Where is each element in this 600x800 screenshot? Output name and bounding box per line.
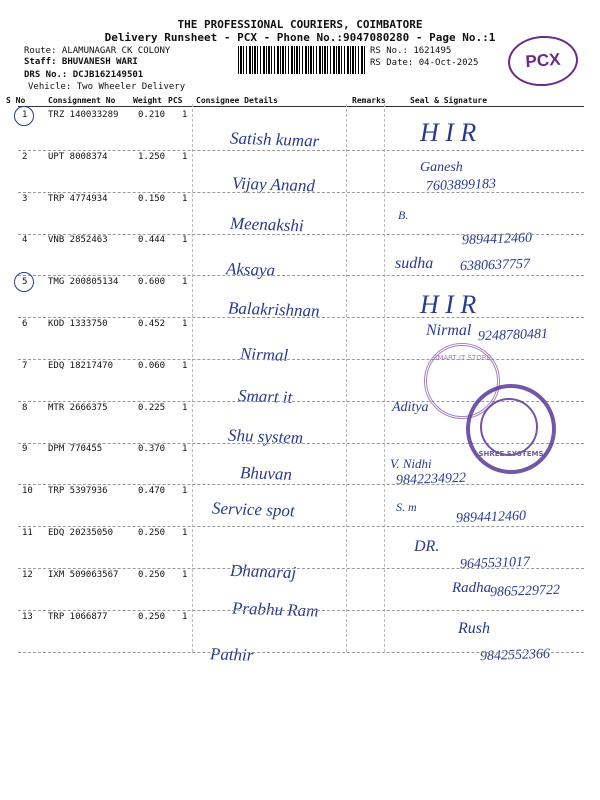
signature-handwriting: Rush (458, 620, 490, 637)
row-sno: 9 (22, 444, 28, 454)
header-divider (18, 106, 584, 107)
consignee-handwriting: Service spot (211, 498, 295, 521)
row-weight: 0.210 (138, 110, 166, 120)
row-consignment-no: TRP 1066877 (48, 612, 108, 622)
row-weight: 0.444 (138, 235, 166, 245)
row-weight: 0.452 (138, 319, 166, 329)
phone-handwriting: 9842552366 (479, 646, 551, 665)
consignee-handwriting: Shu system (227, 425, 304, 448)
col-remarks: Remarks (352, 96, 386, 105)
consignee-handwriting: Smart it (237, 386, 293, 407)
row-pcs: 1 (182, 444, 188, 454)
row-divider (18, 150, 584, 151)
phone-handwriting: 9842234922 (395, 470, 467, 489)
row-pcs: 1 (182, 528, 188, 538)
row-consignment-no: TMG 200805134 (48, 277, 119, 287)
row-sno: 13 (22, 612, 33, 622)
row-divider (18, 526, 584, 527)
row-weight: 0.250 (138, 570, 166, 580)
phone-handwriting: 9894412460 (455, 508, 527, 527)
row-consignment-no: DPM 770455 (48, 444, 103, 454)
col-pcs: PCS (168, 96, 183, 105)
phone-handwriting: 7603899183 (425, 176, 497, 195)
consignee-handwriting: Pathir (209, 644, 254, 665)
row-sno: 2 (22, 152, 28, 162)
row-sno: 11 (22, 528, 33, 538)
col-consignment: Consignment No (48, 96, 116, 105)
column-divider (384, 104, 385, 652)
row-consignment-no: TRP 4774934 (48, 194, 108, 204)
row-weight: 0.250 (138, 528, 166, 538)
consignee-handwriting: Aksaya (225, 259, 276, 280)
row-pcs: 1 (182, 403, 188, 413)
signature-handwriting: Nirmal (426, 322, 472, 339)
phone-handwriting: 9894412460 (461, 230, 533, 249)
consignee-handwriting: Balakrishnan (227, 298, 320, 321)
row-pcs: 1 (182, 319, 188, 329)
rs-number: RS No.: 1621495 (370, 46, 452, 56)
row-weight: 0.250 (138, 612, 166, 622)
consignee-handwriting: Nirmal (239, 344, 289, 365)
signature-handwriting: H I R (420, 290, 477, 319)
svg-text:SMART IT STORE: SMART IT STORE (432, 354, 492, 362)
row-consignment-no: EDQ 20235050 (48, 528, 114, 538)
company-title: THE PROFESSIONAL COURIERS, COIMBATORE (177, 18, 423, 31)
row-consignment-no: TRZ 140033289 (48, 110, 119, 120)
consignee-handwriting: Dhanaraj (229, 560, 297, 583)
row-divider (18, 317, 584, 318)
row-pcs: 1 (182, 361, 188, 371)
row-sno: 8 (22, 403, 28, 413)
row-weight: 0.150 (138, 194, 166, 204)
row-weight: 0.225 (138, 403, 166, 413)
shree-systems-seal (466, 384, 556, 474)
phone-handwriting: 9645531017 (459, 554, 531, 573)
row-pcs: 1 (182, 277, 188, 287)
seal-text: SHREE SYSTEMS (478, 450, 544, 458)
row-pcs: 1 (182, 235, 188, 245)
row-divider (18, 568, 584, 569)
phone-handwriting: 9248780481 (477, 326, 549, 345)
row-divider (18, 359, 584, 360)
phone-handwriting: 6380637757 (459, 256, 531, 275)
staff-text: Staff: BHUVANESH WARI (24, 57, 138, 67)
drs-text: DRS No.: DCJB162149501 (24, 70, 144, 80)
row-weight: 0.470 (138, 486, 166, 496)
runsheet-subtitle: Delivery Runsheet - PCX - Phone No.:9047080280 - Page No.:1 (104, 31, 496, 44)
row-weight: 0.600 (138, 277, 166, 287)
row-weight: 0.060 (138, 361, 166, 371)
col-seal: Seal & Signature (410, 96, 488, 105)
row-divider (18, 275, 584, 276)
row-pcs: 1 (182, 110, 188, 120)
row-divider (18, 484, 584, 485)
row-sno: 3 (22, 194, 28, 204)
signature-handwriting: S. m (396, 500, 417, 514)
column-divider (192, 104, 193, 652)
col-consignee: Consignee Details (196, 96, 278, 105)
row-pcs: 1 (182, 612, 188, 622)
row-consignment-no: MTR 2666375 (48, 403, 108, 413)
row-pcs: 1 (182, 486, 188, 496)
barcode (238, 46, 366, 74)
consignee-handwriting: Bhuvan (239, 463, 293, 484)
row-weight: 0.370 (138, 444, 166, 454)
row-consignment-no: EDQ 18217470 (48, 361, 114, 371)
column-divider (346, 104, 347, 652)
col-weight: Weight (133, 96, 162, 105)
signature-handwriting: Ganesh (420, 160, 463, 175)
vehicle-text: Vehicle: Two Wheeler Delivery (28, 82, 186, 92)
row-consignment-no: UPT 8008374 (48, 152, 108, 162)
signature-handwriting: H I R (420, 118, 477, 147)
row-divider (18, 192, 584, 193)
row-sno: 7 (22, 361, 28, 371)
row-consignment-no: KOD 1333750 (48, 319, 108, 329)
consignee-handwriting: Satish kumar (229, 128, 320, 151)
row-sno: 4 (22, 235, 28, 245)
col-sno: S No (6, 96, 26, 105)
row-sno: 1 (22, 110, 28, 120)
rs-date: RS Date: 04-Oct-2025 (370, 58, 479, 68)
row-divider (18, 652, 584, 653)
route-text: Route: ALAMUNAGAR CK COLONY (24, 46, 171, 56)
consignee-handwriting: Prabhu Ram (231, 598, 319, 621)
row-pcs: 1 (182, 570, 188, 580)
row-consignment-no: IXM 509063567 (48, 570, 119, 580)
circle-mark-icon (14, 106, 34, 126)
row-consignment-no: TRP 5397936 (48, 486, 108, 496)
signature-handwriting: Radha (452, 580, 492, 596)
signature-handwriting: DR. (414, 538, 440, 555)
row-pcs: 1 (182, 194, 188, 204)
consignee-handwriting: Meenakshi (229, 213, 304, 236)
signature-handwriting: sudha (395, 255, 434, 272)
circle-mark-icon (14, 272, 34, 292)
phone-handwriting: 9865229722 (489, 582, 561, 601)
row-divider (18, 610, 584, 611)
row-sno: 12 (22, 570, 33, 580)
signature-handwriting: Aditya (392, 400, 429, 415)
row-weight: 1.250 (138, 152, 166, 162)
row-sno: 5 (22, 277, 28, 287)
signature-handwriting: B. (398, 208, 409, 222)
row-pcs: 1 (182, 152, 188, 162)
row-sno: 6 (22, 319, 28, 329)
signature-handwriting: V. Nidhi (390, 456, 432, 471)
row-consignment-no: VNB 2852463 (48, 235, 108, 245)
consignee-handwriting: Vijay Anand (231, 173, 316, 196)
row-sno: 10 (22, 486, 33, 496)
pcx-stamp: PCX (506, 34, 579, 89)
